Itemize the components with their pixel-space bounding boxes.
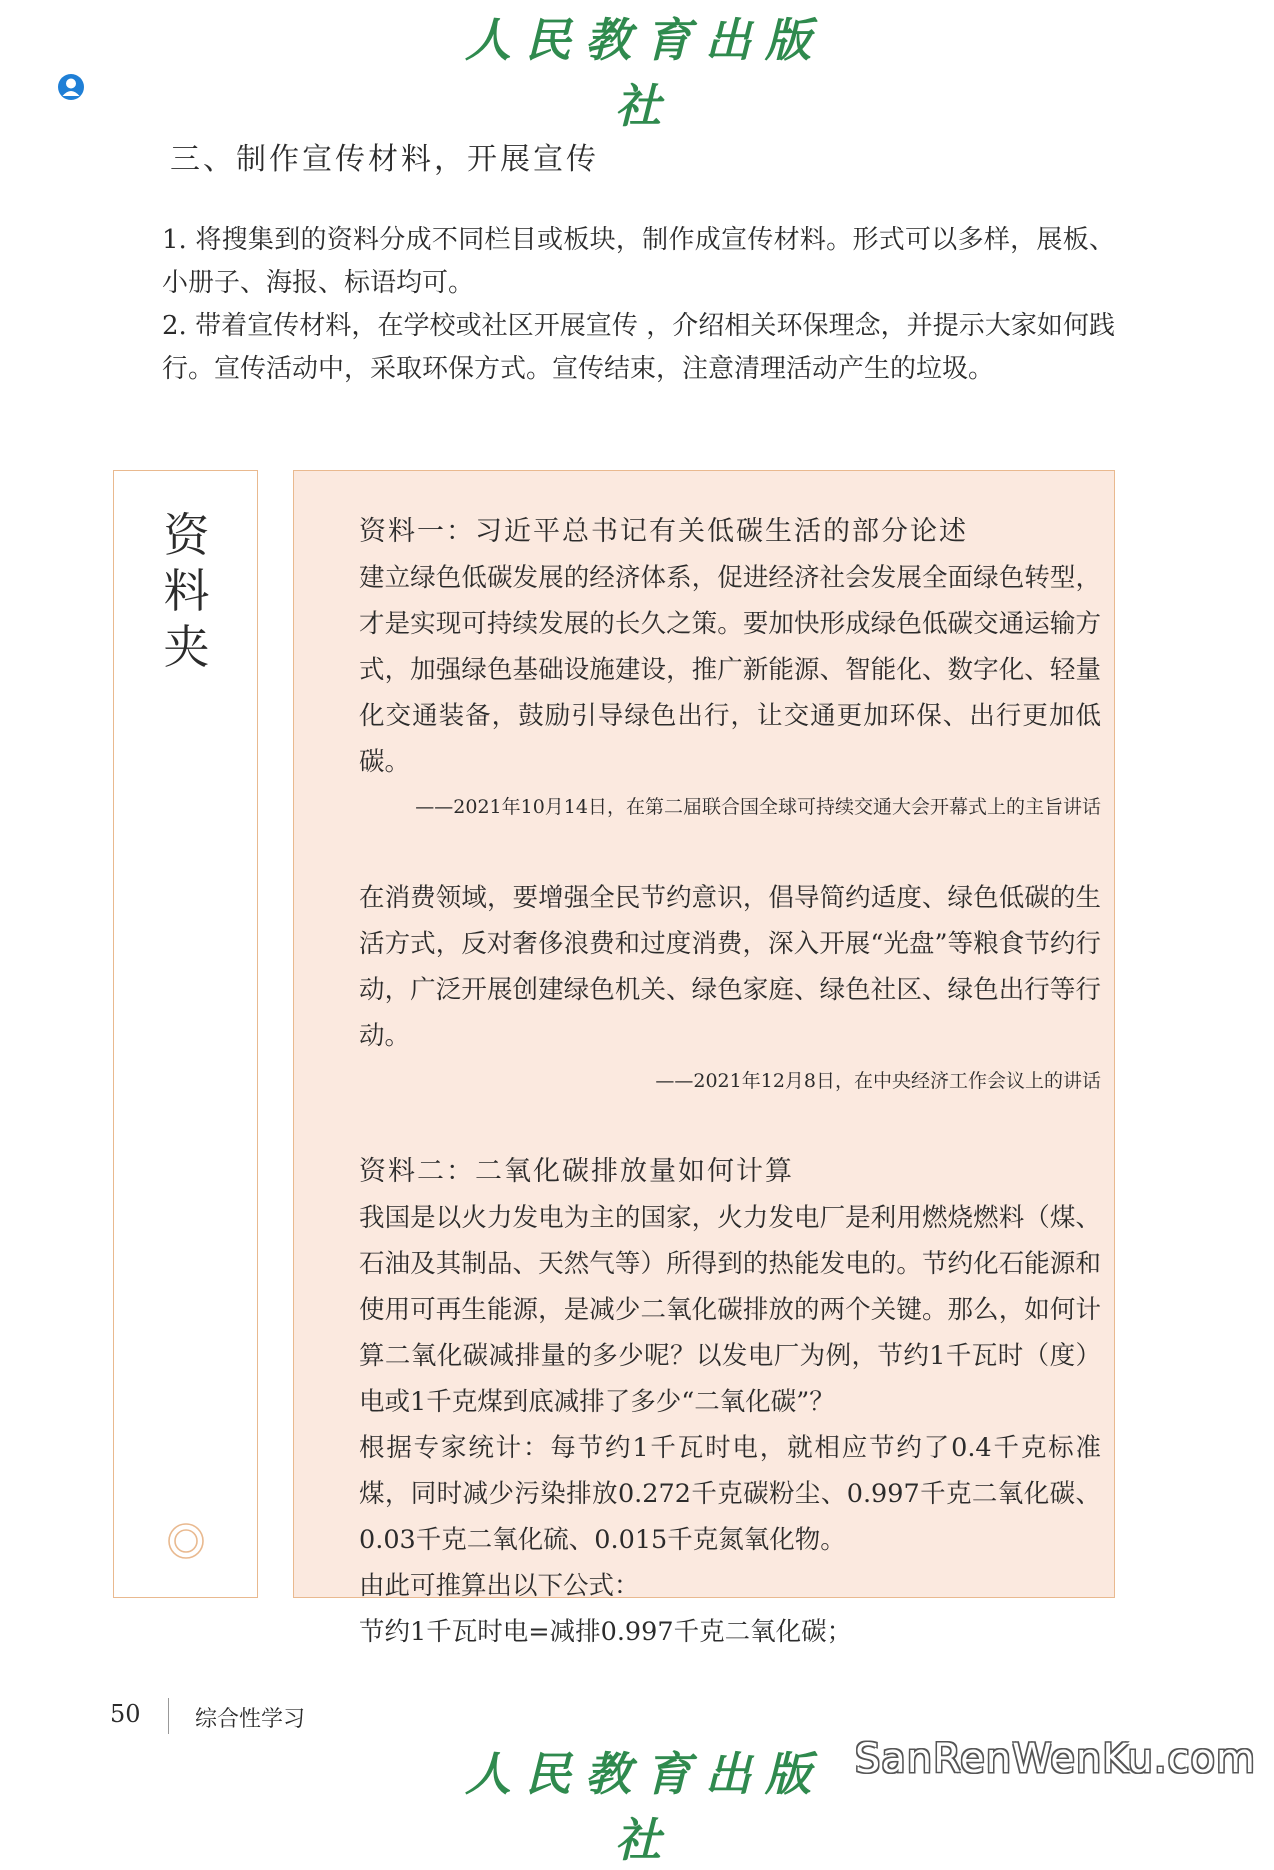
- watermark: SanRenWenKu.com: [854, 1736, 1256, 1782]
- folder-title: [114, 507, 259, 675]
- material-2-para-2: [307, 1425, 1101, 1563]
- step-1-text: 1. 将搜集到的资料分成不同栏目或板块，制作成宣传材料。形式可以多样，展板、小册子、海报、标语均可。: [162, 225, 1115, 298]
- folder-panel: [293, 470, 1115, 1647]
- footer-divider: [168, 1698, 169, 1734]
- para-text: 由此可推算出以下公式：: [359, 1571, 640, 1601]
- step-2-text: 2. 带着宣传材料，在学校或社区开展宣传 ，介绍相关环保理念，并提示大家如何践行。宣传活动中，采取环保方式。宣传结束，注意清理活动产生的垃圾。: [162, 311, 1115, 384]
- material-2-para-3: [307, 1563, 1101, 1609]
- formula-text: 节约1千瓦时电=减排0.997千克二氧化碳；: [359, 1617, 853, 1647]
- material-2-para-1: [307, 1195, 1101, 1425]
- quote-text: 在消费领域，要增强全民节约意识，倡导简约适度、绿色低碳的生活方式，反对奢侈浪费和过度消费，深入开展“光盘”等粮食节约行动，广泛开展创建绿色机关、绿色家庭、绿色社区、绿色出行等行动。: [359, 883, 1101, 1051]
- folder-title-char: 夹: [163, 620, 210, 674]
- material-2-heading: 资料二：二氧化碳排放量如何计算: [359, 1156, 794, 1187]
- page-number: 50: [110, 1700, 141, 1728]
- para-text: 我国是以火力发电为主的国家，火力发电厂是利用燃烧燃料（煤、石油及其制品、天然气等）所得到的热能发电的。节约化石能源和使用可再生能源，是减少二氧化碳排放的两个关键。那么，如何计算二氧化碳减排量的多少呢？以发电厂为例，节约1千瓦时（度）电或1千克煤到底减排了多少“二氧化碳”？: [359, 1203, 1101, 1417]
- material-1-quote-2: [307, 875, 1101, 1059]
- folder-title-char: 料: [163, 564, 210, 618]
- step-1-paragraph: [112, 219, 1115, 305]
- user-badge-icon: [56, 72, 86, 102]
- material-1-source-2: ——2021年12月8日，在中央经济工作会议上的讲话: [655, 1070, 1101, 1092]
- quote-text: 建立绿色低碳发展的经济体系，促进经济社会发展全面绿色转型，才是实现可持续发展的长久之策。要加快形成绿色低碳交通运输方式，加强绿色基础设施建设，推广新能源、智能化、数字化、轻量化交通装备，鼓励引导绿色出行，让交通更加环保、出行更加低碳。: [359, 563, 1101, 777]
- folder-tab: [113, 470, 258, 1598]
- section-title: 三、制作宣传材料，开展宣传: [170, 142, 599, 177]
- material-1-heading: 资料一：习近平总书记有关低碳生活的部分论述: [359, 516, 968, 547]
- book-title: 综合性学习: [195, 1707, 306, 1732]
- panel-content: [307, 509, 1101, 1655]
- material-1-source-1: ——2021年10月14日，在第二届联合国全球可持续交通大会开幕式上的主旨讲话: [415, 796, 1101, 818]
- material-2-para-4: [307, 1609, 1101, 1655]
- publisher-logo: 人民教育出版社: [465, 13, 825, 133]
- ornament-circle-icon: [166, 1521, 206, 1561]
- material-1-quote-1: [307, 555, 1101, 785]
- para-text: 根据专家统计：每节约1千瓦时电，就相应节约了0.4千克标准煤，同时减少污染排放0.272千克碳粉尘、0.997千克二氧化碳、0.03千克二氧化硫、0.015千克氮氧化物。: [359, 1433, 1101, 1555]
- publisher-logo-bottom: 人民教育出版社: [465, 1747, 825, 1867]
- folder-title-char: 资: [163, 508, 210, 562]
- step-2-paragraph: [112, 305, 1115, 391]
